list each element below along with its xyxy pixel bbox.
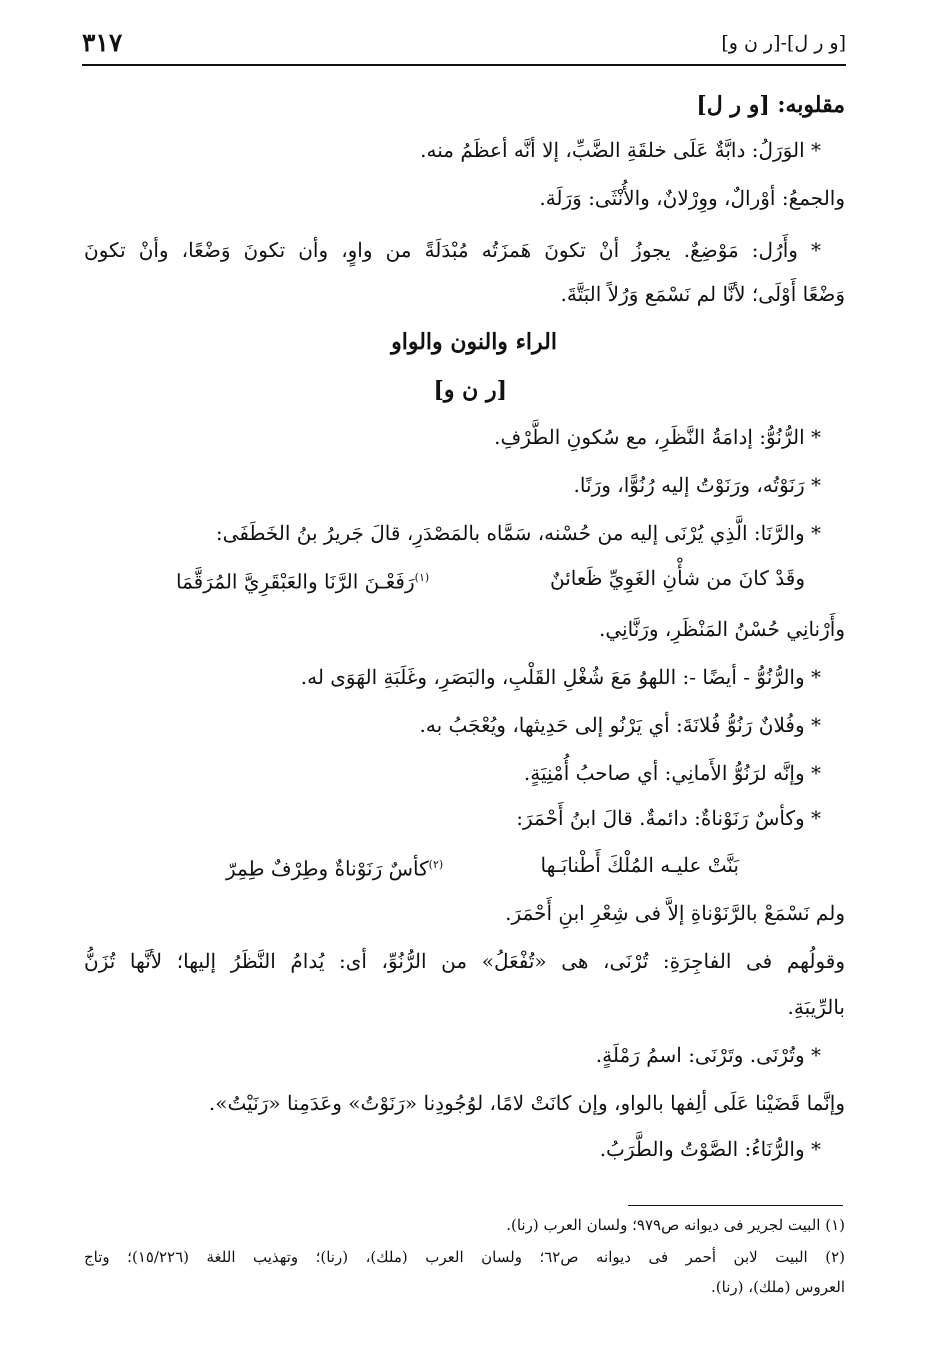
paragraph-line: وأَرْنانِي حُسْنُ المَنْظَرِ، ورَنَّانِي. <box>599 617 845 641</box>
paragraph-line: * والرَّنَا: الَّذِي يُرْنَى إليه من حُسْنه، سَمَّاه بالمَصْدَرِ، قالَ جَريرُ بنُ الخَطَفَى: <box>215 521 821 545</box>
verse-second-half <box>176 563 429 597</box>
footnote-1: (١) البيت لجرير فى ديوانه ص٩٧٩؛ ولسان العرب (رنا). <box>506 1216 845 1234</box>
section-heading-wrl: مقلوبه: [و ر ل] <box>696 92 845 118</box>
verse-first-half: بَنَّتْ عليـه المُلْكَ أَطْنابَـها <box>540 853 739 877</box>
paragraph-line: * والرُّنُوُّ - أيضًا -: اللهوُ مَعَ شُغْلِ القَلْبِ، والبَصَرِ، وغَلَبَةِ الهَوَى له. <box>300 665 821 689</box>
paragraph-line: * الوَرَلُ: دابَّةٌ عَلَى خلقَةِ الضَّبِّ، إلا أنَّه أعظَمُ منه. <box>420 138 821 162</box>
paragraph-line: وقولُهم فى الفاجِرَةِ: تُرْنَى، هى «تُفْعَلُ» من الرُّنُوِّ، أى: يُدامُ النَّظَرُ إليها؛ لأنَّها تُزَنُّ <box>84 949 845 973</box>
paragraph-line: والجمعُ: أوْرالٌ، ووِرْلانٌ، والأُنْثَى: وَرَلَة. <box>539 186 845 210</box>
running-head-title: [و ر ل]-[ر ن و] <box>721 32 846 54</box>
paragraph-line: بالرِّيبَةِ. <box>787 995 845 1019</box>
footnote-mark: (٢) <box>428 858 444 871</box>
footnote-2: (٢) البيت لابن أحمر فى ديوانه ص٦٢؛ ولسان العرب (ملك)، (رنا)؛ وتهذيب اللغة (١٥/٢٢٦)؛ وتاج <box>84 1248 846 1266</box>
paragraph-line: وإنَّما قَضَيْنا عَلَى ألِفها بالواو، وإن كانَتْ لامًا، لوُجُودِنا «رَنَوْتُ» وعَدَمِنا «رَنَيْتُ». <box>208 1091 845 1115</box>
footnote-divider <box>628 1205 843 1206</box>
paragraph-line: * والرُّنَاءُ: الصَّوْتُ والطَّرَبُ. <box>599 1137 821 1161</box>
paragraph-line: ولم نَسْمَعْ بالرَّنَوْناةِ إلاَّ فى شِعْرِ ابنِ أَحْمَرَ. <box>505 901 845 925</box>
running-head <box>82 28 846 66</box>
paragraph-line: * الرُّنُوُّ: إدامَةُ النَّظَرِ، مع سُكونِ الطَّرْفِ. <box>494 425 821 449</box>
section-subheading-rnw: [ر ن و] <box>433 377 507 403</box>
verse-second-half <box>226 850 443 884</box>
verse-second-half-text: كأسٌ رَنَوْناةٌ وطِرْفٌ طِمِرّ <box>226 856 429 881</box>
paragraph-line: * وكأسٌ رَنَوْناةٌ: دائمةٌ. قالَ ابنُ أَحْمَرَ: <box>516 806 821 830</box>
verse-first-half: وقَدْ كانَ من شأْنِ الغَوِيِّ ظَعائنٌ <box>549 566 805 590</box>
paragraph-line: * وفُلانٌ رَنُوُّ فُلانَةَ: أي يَرْنُو إلى حَدِيثها، ويُعْجَبُ به. <box>419 713 821 737</box>
section-heading-rnw: الراء والنون والواو <box>391 329 557 355</box>
paragraph-line: * رَنَوْتُه، ورَنَوْتُ إليه رُنُوًّا، ورَنًا. <box>573 473 821 497</box>
page-number: ٣١٧ <box>82 28 123 57</box>
paragraph-line: * وإنَّه لرَنُوُّ الأَمانِي: أي صاحبُ أُمْنِيَةٍ. <box>523 761 821 785</box>
footnote-mark: (١) <box>414 571 430 584</box>
paragraph-line: وَضْعًا أَوْلَى؛ لأنَّا لم نَسْمَع وَرُلاً البَتَّةَ. <box>560 282 845 306</box>
verse-second-half-text: رَفَعْـنَ الرَّنَا والعَبْقَرِيَّ المُرَقَّمَا <box>176 569 415 594</box>
footnote-2-continued: العروس (ملك)، (رنا). <box>711 1278 845 1296</box>
paragraph-line: * وتُرْنَى. وتَرْنَى: اسمُ رَمْلَةٍ. <box>595 1043 821 1067</box>
paragraph-line: * وأَرُل: مَوْضِعٌ. يجوزُ أنْ تكونَ هَمزَتُه مُبْدَلَةً من واوٍ، وأن تكونَ وَضْعًا، وأنْ تكونَ <box>84 238 821 262</box>
